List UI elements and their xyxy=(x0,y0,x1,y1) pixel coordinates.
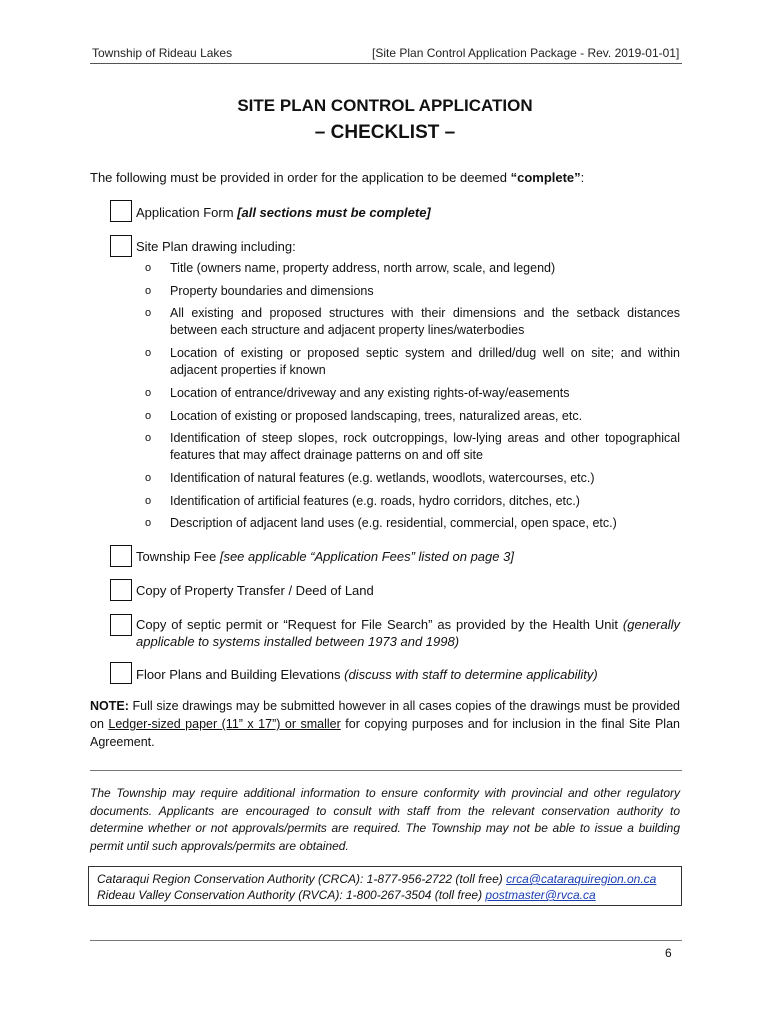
contact-crca-email-link[interactable]: crca@cataraquiregion.on.ca xyxy=(506,872,657,886)
septic-permit-text: Copy of septic permit or “Request for File Search” as provided by the Health Unit xyxy=(136,617,623,632)
site-plan-item: Description of adjacent land uses (e.g. residential, commercial, open space, etc.) xyxy=(170,516,617,530)
bullet-icon: o xyxy=(145,410,152,422)
application-form-checkbox[interactable] xyxy=(110,200,132,222)
septic-permit-checkbox[interactable] xyxy=(110,614,132,636)
site-plan-item: Title (owners name, property address, north arrow, scale, and legend) xyxy=(170,261,556,275)
bullet-icon: o xyxy=(145,495,152,507)
floor-plans-label xyxy=(136,666,598,683)
site-plan-item: Location of existing or proposed landscaping, trees, naturalized areas, etc. xyxy=(170,409,583,423)
site-plan-checkbox[interactable] xyxy=(110,235,132,257)
bullet-icon: o xyxy=(145,472,152,484)
floor-plans-text: Floor Plans and Building Elevations xyxy=(136,667,345,682)
header-divider xyxy=(90,63,682,64)
contact-rvca xyxy=(97,887,673,903)
bullet-icon: o xyxy=(145,285,152,297)
bullet-icon: o xyxy=(145,432,152,444)
application-form-note: [all sections must be complete] xyxy=(237,205,431,220)
bullet-icon: o xyxy=(145,517,152,529)
contact-box xyxy=(88,866,682,906)
site-plan-item: Location of entrance/driveway and any existing rights-of-way/easements xyxy=(170,386,570,400)
township-fee-note: [see applicable “Application Fees” listed on page 3] xyxy=(219,549,514,564)
intro-text-main: The following must be provided in order for the application to be deemed xyxy=(90,170,511,185)
note-paragraph xyxy=(90,697,680,751)
site-plan-item: Identification of artificial features (e.g. roads, hydro corridors, ditches, etc.) xyxy=(170,494,580,508)
floor-plans-note: (discuss with staff to determine applicability) xyxy=(344,667,598,682)
site-plan-item: All existing and proposed structures with their dimensions and the setback distances between each structure and adjacent property lines/waterbodies xyxy=(170,306,680,337)
note-text-1: Full size drawings may be submitted however in all cases copies of the drawings must be provided on xyxy=(90,699,680,731)
page-title: SITE PLAN CONTROL APPLICATION xyxy=(237,96,533,115)
floor-plans-checkbox[interactable] xyxy=(110,662,132,684)
septic-permit-label xyxy=(136,616,680,650)
disclaimer-paragraph: The Township may require additional information to ensure conformity with provincial and other regulatory documents. Applicants are encouraged to consult with staff from the relevant conservation authority to determine whether or not approvals/permits are required. The Township may not be able to issue a building permit until such approvals/permits are obtained. xyxy=(90,786,680,853)
note-label: NOTE: xyxy=(90,699,129,713)
header-township: Township of Rideau Lakes xyxy=(92,46,233,60)
header-package-revision: [Site Plan Control Application Package - Rev. 2019-01-01] xyxy=(372,46,680,60)
township-fee-checkbox[interactable] xyxy=(110,545,132,567)
site-plan-item: Location of existing or proposed septic system and drilled/dug well on site; and within adjacent properties if known xyxy=(170,346,680,377)
township-fee-label xyxy=(136,548,514,565)
township-fee-text: Township Fee xyxy=(136,549,220,564)
bullet-icon: o xyxy=(145,387,152,399)
contact-crca xyxy=(97,871,673,887)
page-number: 6 xyxy=(665,946,672,960)
section-divider xyxy=(90,770,682,771)
intro-end: : xyxy=(580,170,585,185)
site-plan-item: Identification of steep slopes, rock outcroppings, low-lying areas and other topographical features that may affect drainage patterns on and off site xyxy=(170,431,680,462)
intro-text xyxy=(90,170,584,185)
septic-permit-note: (generally applicable to systems installed between 1973 and 1998) xyxy=(136,617,680,649)
page-subtitle: – CHECKLIST – xyxy=(314,122,456,143)
application-form-text: Application Form xyxy=(136,205,238,220)
note-paper-size: Ledger-sized paper (11” x 17”) or smaller xyxy=(108,717,341,731)
bullet-icon: o xyxy=(145,262,152,274)
site-plan-item: Property boundaries and dimensions xyxy=(170,284,374,298)
contact-crca-text: Cataraqui Region Conservation Authority (CRCA): 1-877-956-2722 (toll free) xyxy=(97,872,507,886)
intro-emphasis: “complete” xyxy=(510,170,581,185)
contact-rvca-email-link[interactable]: postmaster@rvca.ca xyxy=(485,888,596,902)
site-plan-label: Site Plan drawing including: xyxy=(136,239,296,254)
deed-checkbox[interactable] xyxy=(110,579,132,601)
bullet-icon: o xyxy=(145,347,152,359)
deed-label: Copy of Property Transfer / Deed of Land xyxy=(136,583,374,598)
bullet-icon: o xyxy=(145,307,152,319)
note-text-2: for copying purposes and for inclusion in the final Site Plan Agreement. xyxy=(90,717,680,749)
contact-rvca-text: Rideau Valley Conservation Authority (RVCA): 1-800-267-3504 (toll free) xyxy=(97,888,486,902)
footer-divider xyxy=(90,940,682,941)
application-form-label xyxy=(136,204,431,221)
site-plan-item: Identification of natural features (e.g. wetlands, woodlots, watercourses, etc.) xyxy=(170,471,595,485)
